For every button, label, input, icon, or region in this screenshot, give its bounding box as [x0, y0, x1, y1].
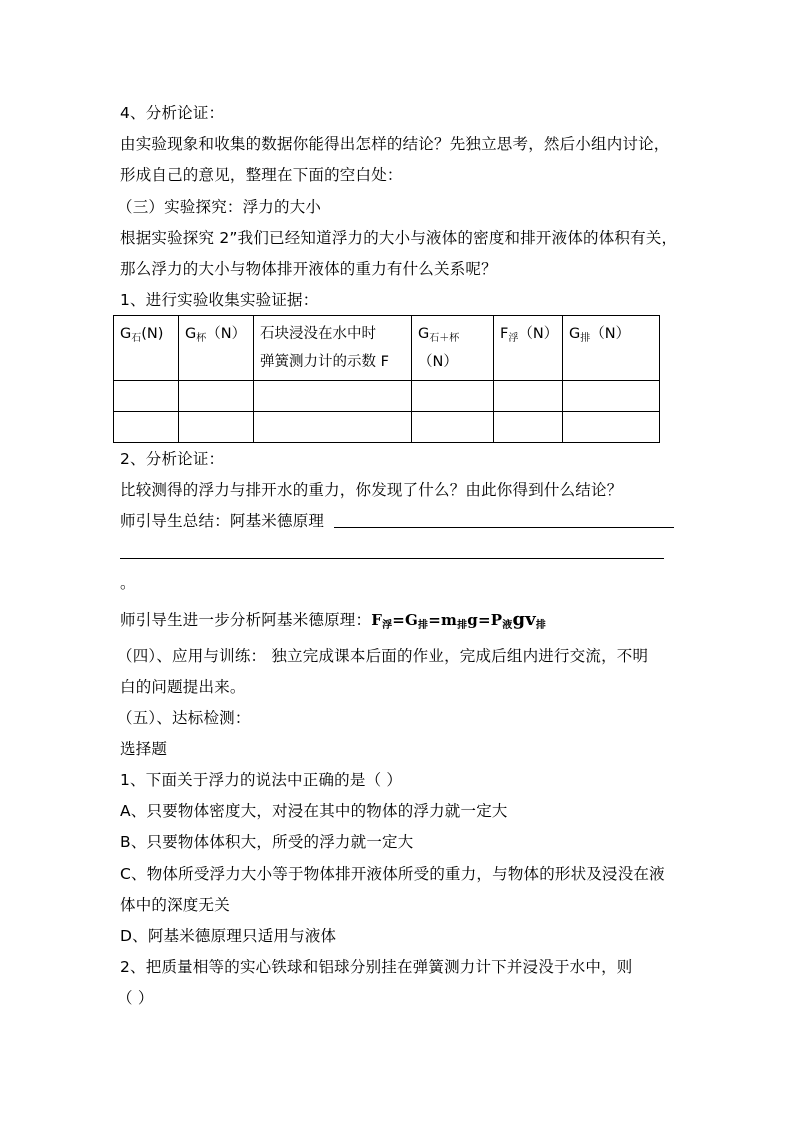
- archimedes-formula-line: [120, 609, 546, 631]
- header-g-cup: $G_杯(N)$: [179, 316, 254, 381]
- header-spring-scale-reading: 石块浸没在水中时 弹簧测力计的示数 F: [254, 316, 412, 381]
- section-4-application-line2: 白的问题提出来。: [120, 678, 246, 696]
- header-f-buoyancy: $F_浮(N)$: [494, 316, 563, 381]
- question-1-option-a: A、只要物体密度大，对浸在其中的物体的浮力就一定大: [120, 802, 508, 820]
- table-cell[interactable]: [494, 412, 563, 443]
- table-cell[interactable]: [563, 412, 660, 443]
- question-1-stem: 1、下面关于浮力的说法中正确的是（ ）: [120, 771, 403, 789]
- summary-answer-line-2[interactable]: [120, 558, 664, 559]
- header-g-stone: $G_石(N)$: [114, 316, 179, 381]
- step-1-heading: 1、进行实验收集实验证据：: [120, 291, 319, 309]
- header-g-displaced: $G_排(N)$: [563, 316, 660, 381]
- table-cell[interactable]: [254, 381, 412, 412]
- section-3-paragraph-line2: 那么浮力的大小与物体排开液体的重力有什么关系呢？: [120, 260, 497, 278]
- question-1-option-d: D、阿基米德原理只适用与液体: [120, 927, 337, 945]
- table-cell[interactable]: [254, 412, 412, 443]
- summary-period: 。: [120, 574, 136, 592]
- table-cell[interactable]: [179, 381, 254, 412]
- section-4-paragraph-line2: 形成自己的意见，整理在下面的空白处：: [120, 166, 403, 184]
- question-1-option-b: B、只要物体体积大，所受的浮力就一定大: [120, 833, 414, 851]
- section-4-paragraph-line1: 由实验现象和收集的数据你能得出怎样的结论？先独立思考，然后小组内讨论，: [120, 135, 670, 153]
- section-3-title: （三）实验探究：浮力的大小: [117, 198, 322, 216]
- summary-answer-line-1[interactable]: [334, 527, 674, 528]
- table-cell[interactable]: [114, 412, 179, 443]
- table-cell[interactable]: [494, 381, 563, 412]
- table-header-row: [114, 316, 660, 381]
- section-4-application-line1: （四）、应用与训练： 独立完成课本后面的作业，完成后组内进行交流，不明: [117, 647, 649, 665]
- table-cell[interactable]: [412, 381, 494, 412]
- table-cell[interactable]: [179, 412, 254, 443]
- analysis-question: 比较测得的浮力与排开水的重力，你发现了什么？由此你得到什么结论？: [120, 481, 623, 499]
- experiment-data-table: [113, 315, 660, 443]
- table-row: [114, 381, 660, 412]
- section-3-paragraph-line1: 根据实验探究 2”我们已经知道浮力的大小与液体的密度和排开液体的体积有关，: [120, 229, 678, 247]
- table-cell[interactable]: [563, 381, 660, 412]
- formula-label: 师引导生进一步分析阿基米德原理：: [120, 611, 372, 629]
- question-1-option-c-line1: C、物体所受浮力大小等于物体排开液体所受的重力，与物体的形状及浸没在液: [120, 865, 665, 883]
- archimedes-formula: $F_浮=G_排=m_排g=P_液gv_排$: [371, 609, 547, 631]
- question-2-stem: 2、把质量相等的实心铁球和铝球分别挂在弹簧测力计下并浸没于水中，则: [120, 958, 633, 976]
- section-5-title: （五）、达标检测：: [117, 709, 251, 727]
- step-2-heading: 2、分析论证：: [120, 450, 225, 468]
- choice-questions-title: 选择题: [120, 740, 168, 758]
- table-cell[interactable]: [114, 381, 179, 412]
- question-1-option-c-line2: 体中的深度无关: [120, 896, 230, 914]
- table-cell[interactable]: [412, 412, 494, 443]
- table-row: [114, 412, 660, 443]
- question-2-answer-blank: （ ）: [117, 989, 154, 1007]
- section-4-title: 4、分析论证：: [120, 104, 225, 122]
- summary-label: 师引导生总结：阿基米德原理: [120, 512, 325, 530]
- header-g-stone-plus-cup: $G_{石+杯}$ （N）: [412, 316, 494, 381]
